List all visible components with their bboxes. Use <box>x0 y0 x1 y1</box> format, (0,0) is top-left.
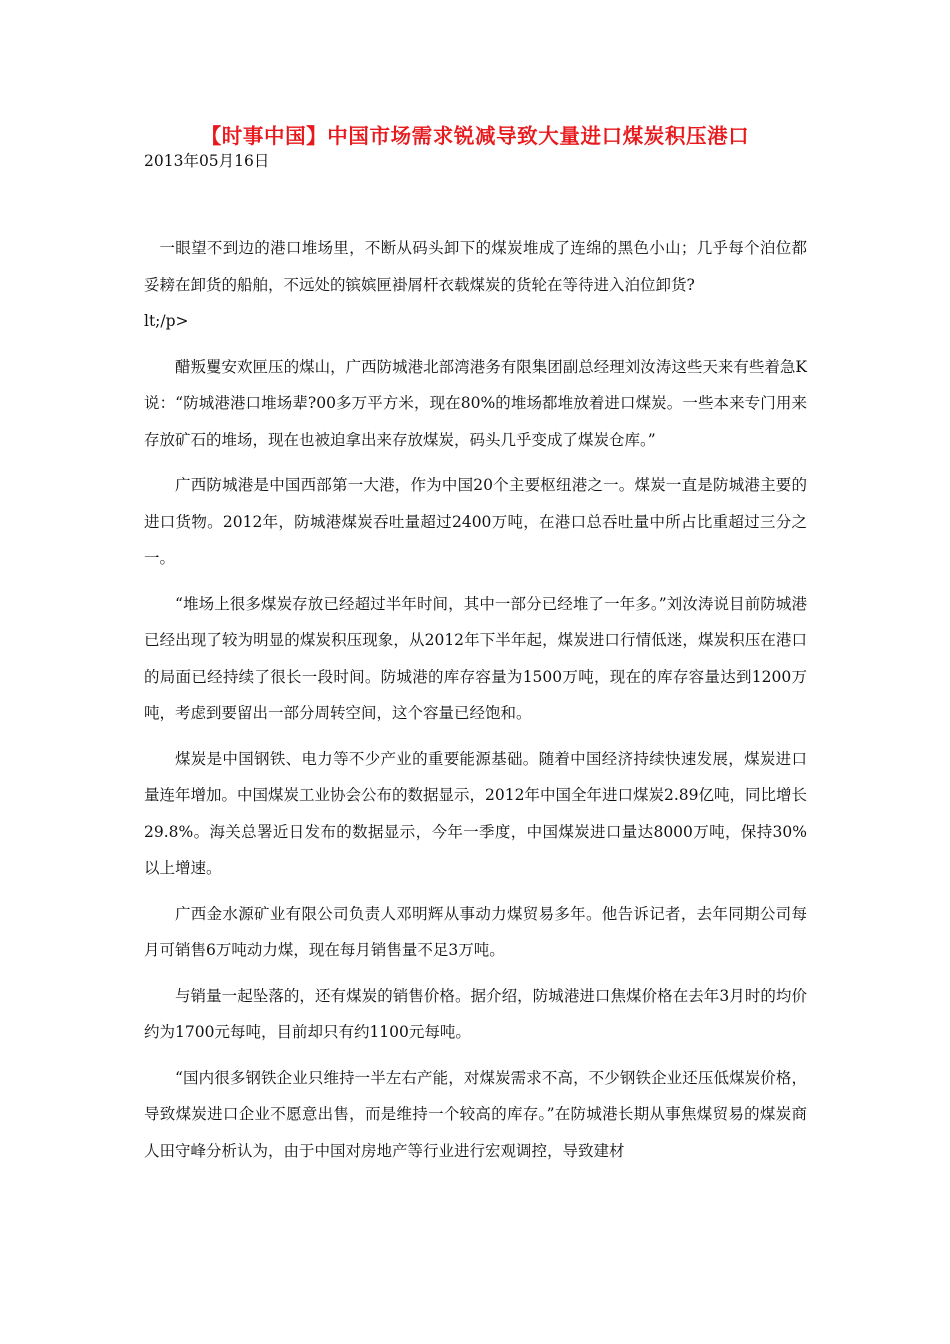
paragraph: “国内很多钢铁企业只维持一半左右产能，对煤炭需求不高，不少钢铁企业还压低煤炭价格，导致煤炭进口企业不愿意出售，而是维持一个较高的库存。”在防城港长期从事焦煤贸易的煤炭商人田守峰分析认为，由于中国对房地产等行业进行宏观调控，导致建材 <box>144 1068 807 1160</box>
paragraph: lt;/p> <box>144 312 189 330</box>
article-date: 2013年05月16日 <box>144 152 270 170</box>
article-body <box>144 230 807 1178</box>
paragraph: 醋叛矍安欢匣压的煤山，广西防城港北部湾港务有限集团副总经理刘汝涛这些天来有些着急K说：“防城港港口堆场辈?00多万平方米，现在80%的堆场都堆放着进口煤炭。一些本来专门用来存放矿石的堆场，现在也被迫拿出来存放煤炭，码头几乎变成了煤炭仓库。” <box>144 357 807 449</box>
paragraph: “堆场上很多煤炭存放已经超过半年时间，其中一部分已经堆了一年多。”刘汝涛说目前防城港已经出现了较为明显的煤炭积压现象，从2012年下半年起，煤炭进口行情低迷，煤炭积压在港口的局面已经持续了很长一段时间。防城港的库存容量为1500万吨，现在的库存容量达到1200万吨，考虑到要留出一部分周转空间，这个容量已经饱和。 <box>144 594 807 722</box>
paragraph: 煤炭是中国钢铁、电力等不少产业的重要能源基础。随着中国经济持续快速发展，煤炭进口量连年增加。中国煤炭工业协会公布的数据显示，2012年中国全年进口煤炭2.89亿吨，同比增长29.8%。海关总署近日发布的数据显示，今年一季度，中国煤炭进口量达8000万吨，保持30%以上增速。 <box>144 749 807 877</box>
paragraph: 广西防城港是中国西部第一大港，作为中国20个主要枢纽港之一。煤炭一直是防城港主要的进口货物。2012年，防城港煤炭吞吐量超过2400万吨，在港口总吞吐量中所占比重超过三分之一。 <box>144 476 807 567</box>
paragraph: 广西金水源矿业有限公司负责人邓明辉从事动力煤贸易多年。他告诉记者，去年同期公司每月可销售6万吨动力煤，现在每月销售量不足3万吨。 <box>144 904 807 959</box>
paragraph: 与销量一起坠落的，还有煤炭的销售价格。据介绍，防城港进口焦煤价格在去年3月时的均价约为1700元每吨，目前却只有约1100元每吨。 <box>144 986 807 1041</box>
paragraph: 一眼望不到边的港口堆场里，不断从码头卸下的煤炭堆成了连绵的黑色小山；几乎每个泊位都妥耪在卸货的船舶，不远处的镔嫔匣褂屑杆衣载煤炭的货轮在等待进入泊位卸货? <box>144 239 807 294</box>
article-title: 【时事中国】中国市场需求锐减导致大量进口煤炭积压港口 <box>200 124 750 148</box>
